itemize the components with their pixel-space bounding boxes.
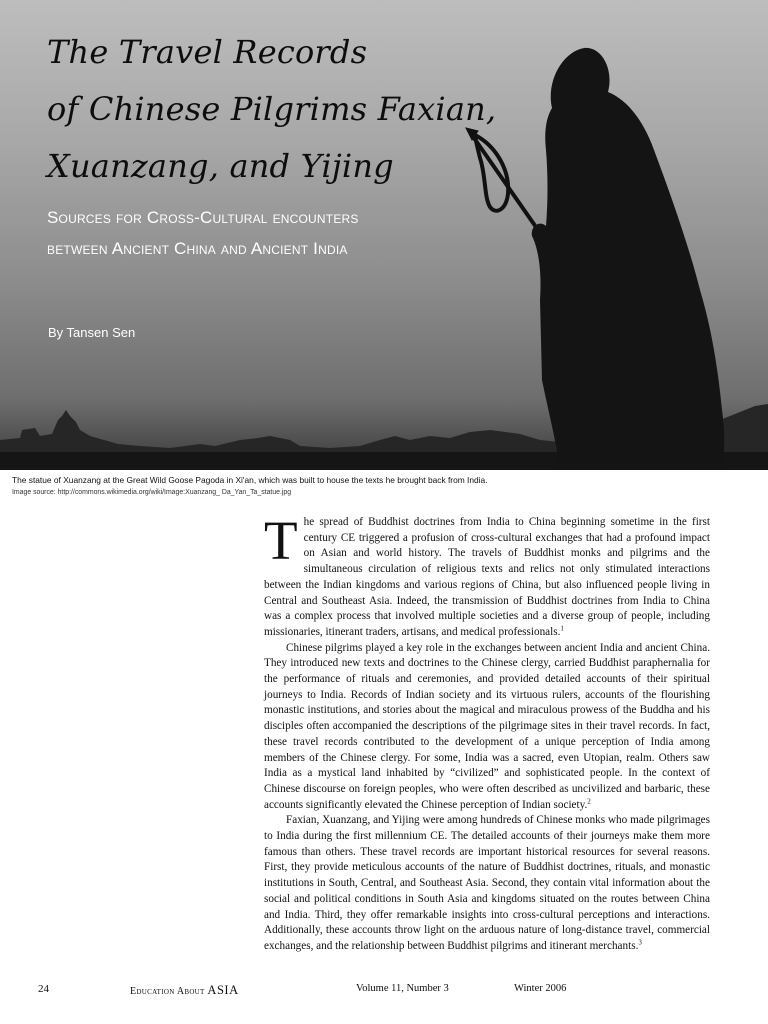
volume-info: Volume 11, Number 3 xyxy=(356,983,449,994)
footnote-ref-1: 1 xyxy=(560,624,564,633)
footnote-ref-3: 3 xyxy=(638,938,642,947)
article-body xyxy=(264,510,710,955)
title-line-1: The Travel Records xyxy=(47,33,368,71)
page-number: 24 xyxy=(38,983,49,995)
paragraph-2 xyxy=(264,641,710,814)
subtitle-line-2: between Ancient China and Ancient India xyxy=(47,239,348,258)
drop-cap: T xyxy=(264,510,298,571)
journal-name-asia: ASIA xyxy=(207,983,239,997)
hero-photo xyxy=(0,0,768,470)
article-title xyxy=(47,24,517,195)
caption-text: The statue of Xuanzang at the Great Wild Goose Pagoda in Xi'an, which was built to house the texts he brought back from India. xyxy=(12,475,488,485)
title-line-3: Xuanzang, and Yijing xyxy=(47,147,394,185)
paragraph-2-text: Chinese pilgrims played a key role in the exchanges between ancient India and ancient China. They introduced new texts and doctrines to the Chinese clergy, carried Buddhist paraphernalia for the performance of rituals and ceremonies, and provided detailed accounts of their spiritual journeys to India. Records of Indian society and its virtuous rulers, accounts of the flourishing monastic institutions, and stories about the magical and miraculous prowess of the Buddha and his disciples often accompanied the descriptions of the pilgrimage sites in their travel records. In fact, these travel records contributed to the development of a unique perception of India among members of the Chinese clergy. For some, India was a sacred, even Utopian, realm. Others saw India as a mystical land inhabited by “civilized” and sophisticated people. In the context of Chinese discourse on foreign peoples, who were often described as uncivilized and barbaric, these accounts significantly elevated the Chinese perception of Indian society. xyxy=(264,641,710,811)
paragraph-1 xyxy=(264,510,710,641)
paragraph-1-text: he spread of Buddhist doctrines from India to China beginning sometime in the first century CE triggered a profusion of cross-cultural exchanges that had a profound impact on Asian and world history. The travels of Buddhist monks and pilgrims and the simultaneous circulation of religious texts and relics not only stimulated interactions between the Indian kingdoms and various regions of China, but also influenced people living in Central and Southeast Asia. Indeed, the transmission of Buddhist doctrines from India to China was a complex process that involved multiple societies and a diverse group of people, including missionaries, itinerant traders, artisans, and medical professionals. xyxy=(264,516,710,638)
author-byline: By Tansen Sen xyxy=(48,325,136,340)
title-line-2: of Chinese Pilgrims Faxian, xyxy=(47,90,497,128)
article-subtitle xyxy=(47,202,467,264)
image-source-credit: Image source: http://commons.wikimedia.org/wiki/Image:Xuanzang_ Da_Yan_Ta_statue.jpg xyxy=(12,489,292,496)
issue-season: Winter 2006 xyxy=(514,983,567,994)
footnote-ref-2: 2 xyxy=(587,796,591,805)
paragraph-3-text: Faxian, Xuanzang, and Yijing were among hundreds of Chinese monks who made pilgrimages to India during the first millennium CE. The detailed accounts of their journeys make them more famous than others. These travel records are important historical resources for several reasons. First, they provide meticulous accounts of the nature of Buddhist doctrines, rituals, and monastic institutions in South, Central, and Southeast Asia. Second, they contain vital information about the social and political conditions in South Asia and kingdoms situated on the routes between China and India. Third, they offer remarkable insights into cross-cultural perceptions and interactions. Additionally, these accounts throw light on the arduous nature of long-distance travel, commercial exchanges, and the relationship between Buddhist pilgrims and itinerant merchants. xyxy=(264,814,710,952)
photo-caption xyxy=(12,474,712,498)
page-footer xyxy=(0,983,768,999)
journal-name xyxy=(130,983,239,998)
subtitle-line-1: Sources for Cross-Cultural encounters xyxy=(47,208,359,227)
paragraph-3 xyxy=(264,813,710,954)
journal-prefix: Education About xyxy=(130,986,205,997)
